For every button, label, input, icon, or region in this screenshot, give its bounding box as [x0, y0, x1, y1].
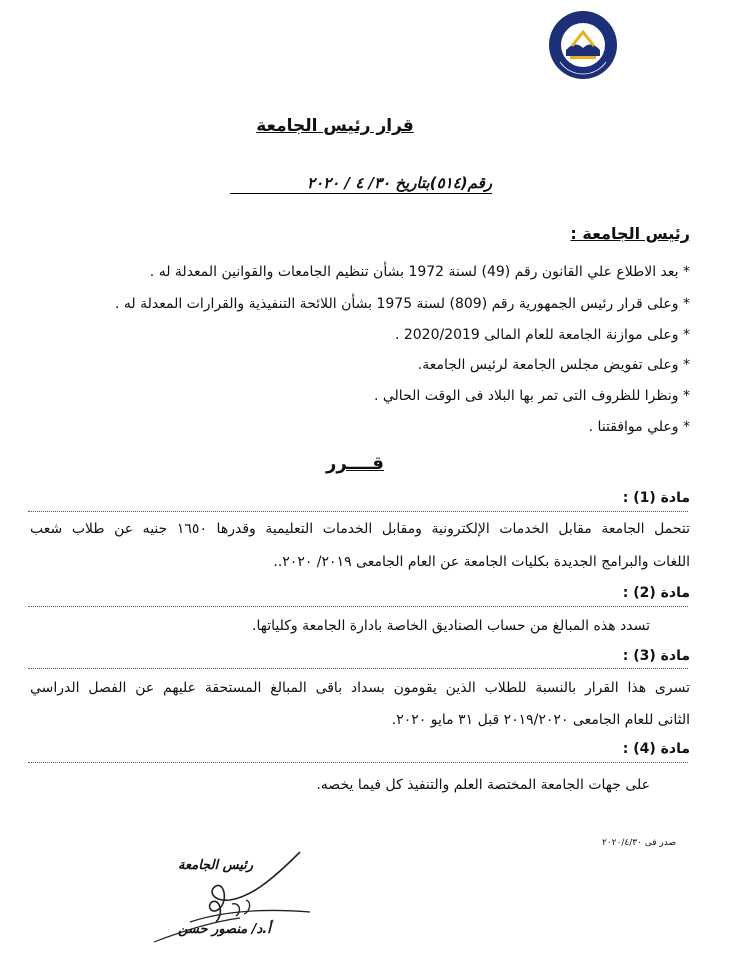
article-line: تتحمل الجامعة مقابل الخدمات الإلكترونية ومقابل الخدمات التعليمية وقدرها ١٦٥٠ جنيه عن طلاب شعب: [30, 521, 690, 537]
article-line: على جهات الجامعة المختصة العلم والتنفيذ كل فيما يخصه.: [316, 777, 650, 793]
decision-number: رقم(٥١٤)بتاريخ ٣٠/ ٤ / ٢٠٢٠: [230, 174, 492, 194]
signatory-name: أ.د/ منصور حسن: [178, 922, 271, 937]
article-divider: [28, 668, 688, 669]
preamble-item: * وعلى تفويض مجلس الجامعة لرئيس الجامعة.: [417, 357, 690, 373]
article-heading: مادة (2) :: [622, 585, 690, 601]
preamble-item: * ونظرا للظروف التى تمر بها البلاد فى الوقت الحالي .: [373, 388, 690, 404]
preamble-item: * وعلى قرار رئيس الجمهورية رقم (809) لسنة 1975 بشأن اللائحة التنفيذية والقرارات المعدلة له .: [114, 296, 690, 312]
preamble-item: * وعلي موافقتنا .: [588, 419, 690, 435]
article-line: تسدد هذه المبالغ من حساب الصناديق الخاصة بادارة الجامعة وكلياتها.: [252, 618, 650, 634]
article-line: تسرى هذا القرار بالنسبة للطلاب الذين يقومون بسداد باقى المبالغ المستحقة عليهم عن الفصل الدراسي: [30, 680, 690, 696]
article-divider: [28, 606, 688, 607]
article-line: اللغات والبرامج الجديدة بكليات الجامعة عن العام الجامعى ٢٠١٩/ ٢٠٢٠..: [273, 554, 690, 570]
article-heading: مادة (3) :: [622, 648, 690, 664]
decision-title: قرار رئيس الجامعة: [256, 116, 414, 136]
article-heading: مادة (1) :: [622, 490, 690, 506]
article-line: الثانى للعام الجامعى ٢٠١٩/٢٠٢٠ قبل ٣١ مايو ٢٠٢٠.: [391, 712, 690, 728]
signatory-title: رئيس الجامعة: [178, 858, 254, 873]
president-heading: رئيس الجامعة :: [570, 224, 690, 243]
article-heading: مادة (4) :: [622, 741, 690, 757]
preamble-item: * بعد الاطلاع علي القانون رقم (49) لسنة 1972 بشأن تنظيم الجامعات والقوانين المعدلة له .: [149, 264, 690, 280]
decided-heading: قــــرر: [326, 453, 384, 474]
preamble-item: * وعلى موازنة الجامعة للعام المالى 2020/2019 .: [394, 327, 690, 343]
issued-date: صدر فى ٢٠٢٠/٤/٣٠: [602, 838, 677, 848]
university-logo: [548, 10, 618, 80]
article-divider: [28, 511, 688, 512]
article-divider: [28, 762, 688, 763]
